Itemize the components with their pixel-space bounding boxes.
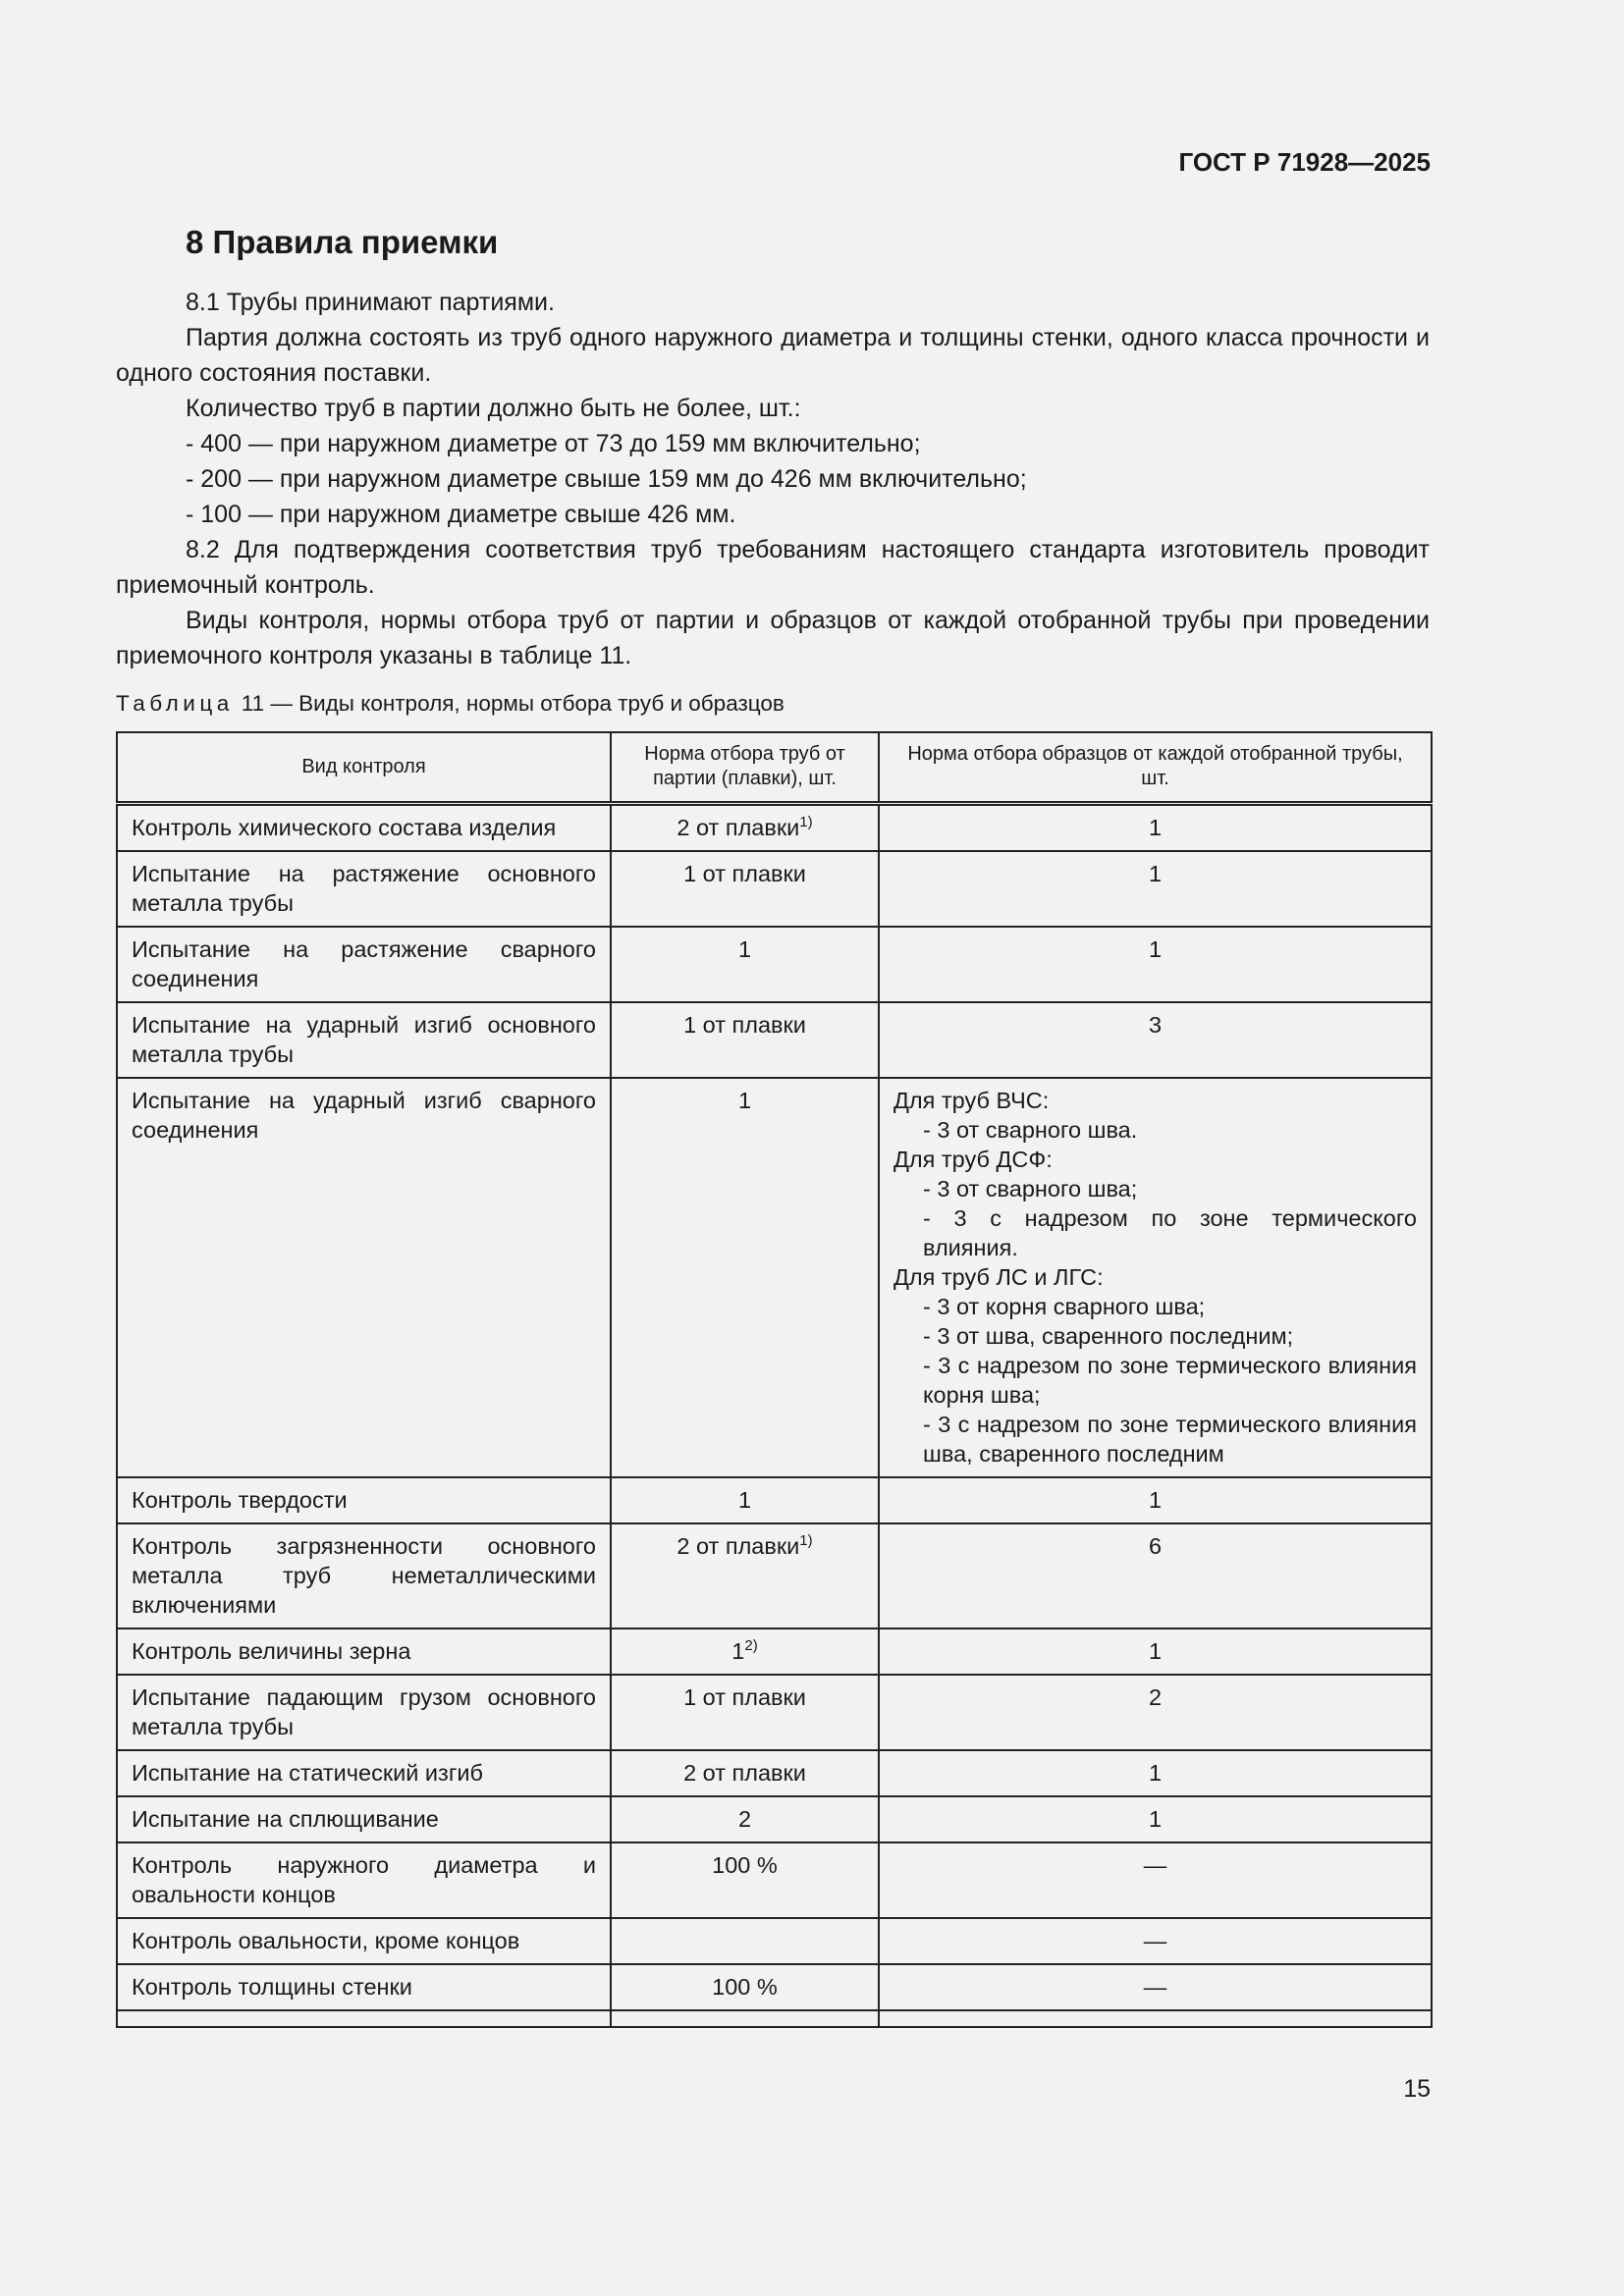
- cell-control-type: Контроль загрязненности основного металла труб неметаллическими включениями: [117, 1523, 611, 1629]
- cell-pipe-norm: 1: [611, 1078, 879, 1477]
- cell-sample-norm: 6: [879, 1523, 1432, 1629]
- cell-sample-norm: 2: [879, 1675, 1432, 1750]
- cell-sample-norm: 1: [879, 1477, 1432, 1523]
- pipe-norm-value: 1: [731, 1638, 745, 1664]
- cell-control-type: Испытание на ударный изгиб основного металла трубы: [117, 1002, 611, 1078]
- cell-control-type: Контроль толщины стенки: [117, 1964, 611, 2010]
- page-number: 15: [1403, 2075, 1431, 2103]
- paragraph-batch: Партия должна состоять из труб одного наружного диаметра и толщины стенки, одного класса прочности и одного состояния поставки.: [116, 324, 1430, 387]
- pipe-norm-value: 2 от плавки: [677, 1533, 800, 1559]
- cell-control-type: Испытание на растяжение сварного соединения: [117, 927, 611, 1002]
- list-item: - 200 — при наружном диаметре свыше 159 мм до 426 мм включительно;: [186, 465, 1027, 493]
- table-row: [117, 1964, 1432, 2010]
- cell-control-type: Контроль величины зерна: [117, 1629, 611, 1675]
- standard-code: ГОСТ Р 71928—2025: [1178, 147, 1431, 177]
- table-row: [117, 851, 1432, 927]
- table-row: [117, 1796, 1432, 1842]
- list-item: - 400 — при наружном диаметре от 73 до 159 мм включительно;: [186, 430, 921, 457]
- cell-sample-norm: —: [879, 1964, 1432, 2010]
- cell-pipe-norm: 1: [611, 1477, 879, 1523]
- section-body: [116, 285, 1430, 673]
- header-pipe-norm: Норма отбора труб от партии (плавки), шт.: [611, 732, 879, 804]
- list-item: - 100 — при наружном диаметре свыше 426 мм.: [186, 501, 736, 528]
- header-sample-norm: Норма отбора образцов от каждой отобранной трубы, шт.: [879, 732, 1432, 804]
- cell-sample-norm: 1: [879, 1796, 1432, 1842]
- cell-control-type: Испытание падающим грузом основного металла трубы: [117, 1675, 611, 1750]
- table-row: [117, 804, 1432, 852]
- cell-sample-norm-list: [879, 1078, 1432, 1477]
- table-row: [117, 927, 1432, 1002]
- table-caption-label: Таблица: [116, 691, 234, 716]
- cell-pipe-norm: [611, 1629, 879, 1675]
- table-row: [117, 1675, 1432, 1750]
- cell-pipe-norm: [611, 804, 879, 852]
- cell-control-type: Испытание на статический изгиб: [117, 1750, 611, 1796]
- table-row: [117, 1002, 1432, 1078]
- cell-sample-norm: 1: [879, 804, 1432, 852]
- table-row: [117, 2010, 1432, 2027]
- cell-sample-norm: 3: [879, 1002, 1432, 1078]
- paragraph-8-1: 8.1 Трубы принимают партиями.: [186, 289, 555, 316]
- cell-sample-norm: 1: [879, 927, 1432, 1002]
- cell-control-type: Испытание на ударный изгиб сварного соединения: [117, 1078, 611, 1477]
- footnote-ref: 1): [799, 1532, 813, 1549]
- acceptance-table: [116, 731, 1433, 2028]
- sample-item: - 3 от сварного шва;: [923, 1176, 1138, 1201]
- cell-pipe-norm: 100 %: [611, 1842, 879, 1918]
- sample-item: - 3 от корня сварного шва;: [923, 1294, 1206, 1319]
- table-caption-text: 11 — Виды контроля, нормы отбора труб и образцов: [241, 691, 785, 716]
- cell-sample-norm: 1: [879, 851, 1432, 927]
- cell-control-type: Контроль наружного диаметра и овальности концов: [117, 1842, 611, 1918]
- cell-pipe-norm: 1 от плавки: [611, 851, 879, 927]
- sample-item: - 3 от сварного шва.: [923, 1117, 1138, 1143]
- table-row: [117, 1750, 1432, 1796]
- sample-item: - 3 от шва, сваренного последним;: [923, 1323, 1294, 1349]
- cell-control-type: Испытание на растяжение основного металла трубы: [117, 851, 611, 927]
- paragraph-8-2: 8.2 Для подтверждения соответствия труб требованиям настоящего стандарта изготовитель проводит приемочный контроль.: [116, 536, 1430, 599]
- pipe-group-title: Для труб ЛС и ЛГС:: [893, 1264, 1104, 1290]
- cell-sample-norm: —: [879, 1918, 1432, 1964]
- cell-sample-norm: 1: [879, 1750, 1432, 1796]
- cell-control-type: Контроль химического состава изделия: [117, 804, 611, 852]
- pipe-group-title: Для труб ВЧС:: [893, 1088, 1050, 1113]
- section-title: 8 Правила приемки: [186, 224, 499, 260]
- footnote-ref: 2): [744, 1637, 758, 1654]
- paragraph-quantity: Количество труб в партии должно быть не более, шт.:: [186, 395, 801, 422]
- cell-pipe-norm: 1: [611, 927, 879, 1002]
- cell-control-type: [117, 2010, 611, 2027]
- sample-item: - 3 с надрезом по зоне термического влияния.: [923, 1205, 1417, 1260]
- cell-pipe-norm: [611, 1964, 879, 2010]
- cell-pipe-norm: 1 от плавки: [611, 1002, 879, 1078]
- table-caption: [116, 689, 785, 719]
- pipe-group-title: Для труб ДСФ:: [893, 1147, 1053, 1172]
- cell-pipe-norm: 2 от плавки: [611, 1750, 879, 1796]
- cell-control-type: Контроль твердости: [117, 1477, 611, 1523]
- table-row: [117, 1918, 1432, 1964]
- paragraph-control-types: Виды контроля, нормы отбора труб от партии и образцов от каждой отобранной трубы при проведении приемочного контроля указаны в таблице 11.: [116, 607, 1430, 669]
- header-control-type: Вид контроля: [117, 732, 611, 804]
- cell-pipe-norm: [611, 1918, 879, 1964]
- table-row: [117, 1629, 1432, 1675]
- footnote-ref: 1): [799, 814, 813, 830]
- pipe-norm-value: 100 %: [712, 1974, 778, 2000]
- table-row: [117, 1078, 1432, 1477]
- table-row: [117, 1477, 1432, 1523]
- cell-sample-norm: 1: [879, 1629, 1432, 1675]
- pipe-norm-value: 2 от плавки: [677, 815, 800, 840]
- cell-pipe-norm: [611, 2010, 879, 2027]
- table-row: [117, 1523, 1432, 1629]
- table-row: [117, 1842, 1432, 1918]
- cell-sample-norm: [879, 2010, 1432, 2027]
- cell-sample-norm: —: [879, 1842, 1432, 1918]
- cell-pipe-norm: [611, 1523, 879, 1629]
- cell-pipe-norm: 2: [611, 1796, 879, 1842]
- cell-control-type: Контроль овальности, кроме концов: [117, 1918, 611, 1964]
- cell-pipe-norm: 1 от плавки: [611, 1675, 879, 1750]
- table-header-row: [117, 732, 1432, 804]
- cell-control-type: Испытание на сплющивание: [117, 1796, 611, 1842]
- sample-item: - 3 с надрезом по зоне термического влияния корня шва;: [923, 1353, 1417, 1408]
- sample-item: - 3 с надрезом по зоне термического влияния шва, сваренного последним: [923, 1412, 1417, 1467]
